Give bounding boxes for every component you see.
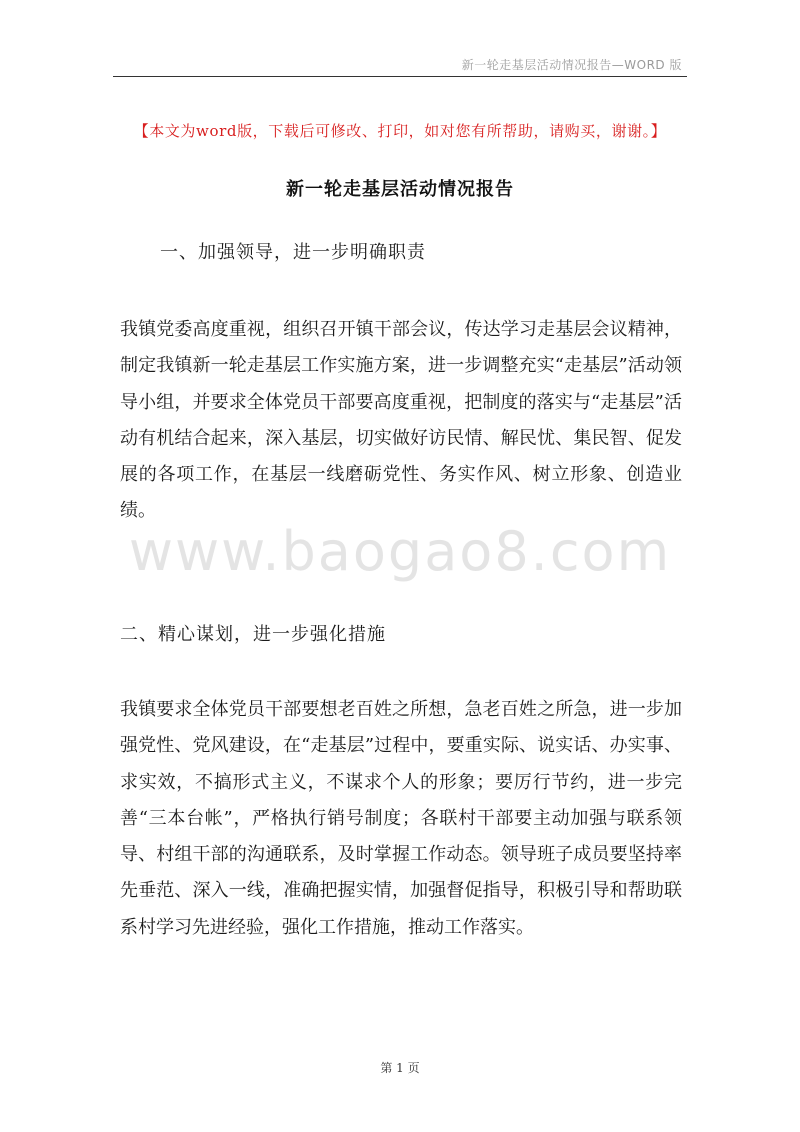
download-notice: 【本文为word版，下载后可修改、打印，如对您有所帮助，请购买，谢谢。】 [133, 122, 667, 140]
section-heading-1: 一、加强领导，进一步明确职责 [160, 242, 426, 263]
watermark: www.baogao8.com [128, 520, 672, 583]
section-body-2: 我镇要求全体党员干部要想老百姓之所想，急老百姓之所急，进一步加强党性、党风建设，在“走基层”过程中，要重实际、说实话、办实事、求实效，不搞形式主义，不谋求个人的形象；要厉行节约，进一步完善“三本台帐”，严格执行销号制度；各联村干部要主动加强与联系领导、村组干部的沟通联系，及时掌握工作动态。领导班子成员要坚持率先垂范、深入一线，准确把握实情，加强督促指导，积极引导和帮助联系村学习先进经验，强化工作措施，推动工作落实。 [120, 699, 682, 938]
document-title: 新一轮走基层活动情况报告 [286, 179, 514, 200]
running-header: 新一轮走基层活动情况报告—WORD 版 [461, 58, 682, 72]
section-body-1: 我镇党委高度重视，组织召开镇干部会议，传达学习走基层会议精神，制定我镇新一轮走基层工作实施方案，进一步调整充实“走基层”活动领导小组，并要求全体党员干部要高度重视，把制度的落实与“走基层”活动有机结合起来，深入基层，切实做好访民情、解民忧、集民智、促发展的各项工作，在基层一线磨砺党性、务实作风、树立形象、创造业绩。 [120, 319, 682, 522]
header-divider [113, 76, 687, 77]
page-number: 第 1 页 [380, 1061, 420, 1075]
section-heading-2: 二、精心谋划，进一步强化措施 [120, 624, 386, 645]
